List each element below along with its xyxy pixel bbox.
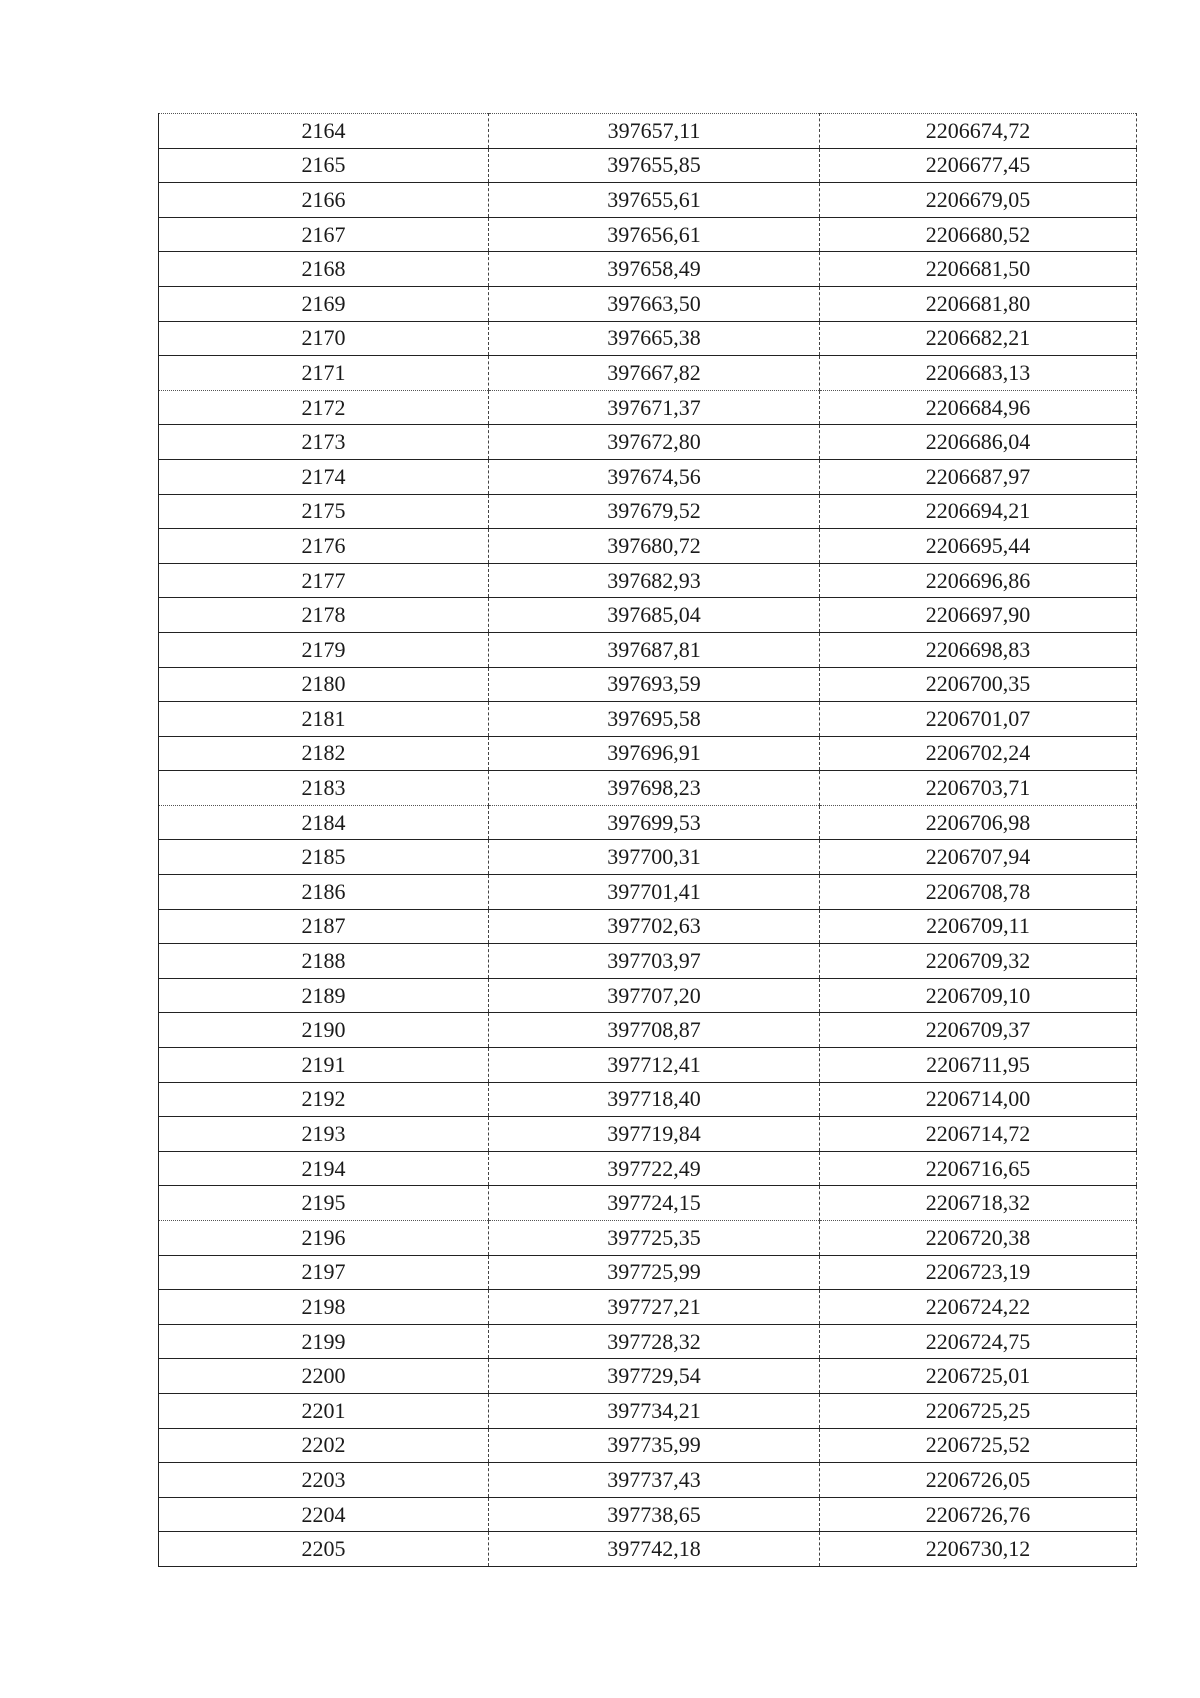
point-number-cell: 2181 [159,702,489,737]
y-coordinate-cell: 2206725,25 [820,1393,1137,1428]
table-row [159,321,1137,356]
y-coordinate-cell: 2206700,35 [820,667,1137,702]
x-coordinate-cell: 397657,11 [489,114,820,149]
table-row [159,148,1137,183]
x-coordinate-cell: 397672,80 [489,425,820,460]
point-number-cell: 2182 [159,736,489,771]
table-row [159,598,1137,633]
point-number-cell: 2197 [159,1255,489,1290]
point-number-cell: 2166 [159,183,489,218]
point-number-cell: 2178 [159,598,489,633]
point-number-cell: 2175 [159,494,489,529]
point-number-cell: 2203 [159,1463,489,1498]
y-coordinate-cell: 2206698,83 [820,632,1137,667]
x-coordinate-cell: 397667,82 [489,356,820,391]
point-number-cell: 2176 [159,529,489,564]
point-number-cell: 2167 [159,217,489,252]
x-coordinate-cell: 397679,52 [489,494,820,529]
x-coordinate-cell: 397701,41 [489,875,820,910]
y-coordinate-cell: 2206708,78 [820,875,1137,910]
table-row [159,1255,1137,1290]
x-coordinate-cell: 397712,41 [489,1048,820,1083]
x-coordinate-cell: 397703,97 [489,944,820,979]
y-coordinate-cell: 2206695,44 [820,529,1137,564]
x-coordinate-cell: 397674,56 [489,459,820,494]
table-row [159,183,1137,218]
point-number-cell: 2195 [159,1186,489,1221]
table-row [159,667,1137,702]
y-coordinate-cell: 2206726,76 [820,1497,1137,1532]
table-row [159,563,1137,598]
y-coordinate-cell: 2206723,19 [820,1255,1137,1290]
table-row [159,909,1137,944]
x-coordinate-cell: 397719,84 [489,1117,820,1152]
y-coordinate-cell: 2206680,52 [820,217,1137,252]
y-coordinate-cell: 2206706,98 [820,805,1137,840]
point-number-cell: 2189 [159,978,489,1013]
y-coordinate-cell: 2206714,72 [820,1117,1137,1152]
x-coordinate-cell: 397727,21 [489,1290,820,1325]
point-number-cell: 2191 [159,1048,489,1083]
x-coordinate-cell: 397724,15 [489,1186,820,1221]
x-coordinate-cell: 397682,93 [489,563,820,598]
table-row [159,1117,1137,1152]
table-row [159,632,1137,667]
y-coordinate-cell: 2206725,52 [820,1428,1137,1463]
y-coordinate-cell: 2206677,45 [820,148,1137,183]
table-row [159,1221,1137,1256]
x-coordinate-cell: 397725,99 [489,1255,820,1290]
y-coordinate-cell: 2206716,65 [820,1151,1137,1186]
x-coordinate-cell: 397699,53 [489,805,820,840]
y-coordinate-cell: 2206709,10 [820,978,1137,1013]
table-row [159,459,1137,494]
table-row [159,494,1137,529]
x-coordinate-cell: 397680,72 [489,529,820,564]
table-row [159,1532,1137,1567]
x-coordinate-cell: 397735,99 [489,1428,820,1463]
table-row [159,1290,1137,1325]
y-coordinate-cell: 2206709,37 [820,1013,1137,1048]
y-coordinate-cell: 2206679,05 [820,183,1137,218]
x-coordinate-cell: 397737,43 [489,1463,820,1498]
x-coordinate-cell: 397734,21 [489,1393,820,1428]
x-coordinate-cell: 397655,85 [489,148,820,183]
table-row [159,114,1137,149]
y-coordinate-cell: 2206709,11 [820,909,1137,944]
point-number-cell: 2180 [159,667,489,702]
x-coordinate-cell: 397695,58 [489,702,820,737]
y-coordinate-cell: 2206697,90 [820,598,1137,633]
table-row [159,1151,1137,1186]
x-coordinate-cell: 397707,20 [489,978,820,1013]
point-number-cell: 2199 [159,1324,489,1359]
x-coordinate-cell: 397722,49 [489,1151,820,1186]
table-row [159,286,1137,321]
x-coordinate-cell: 397700,31 [489,840,820,875]
table-row [159,1013,1137,1048]
table-row [159,390,1137,425]
x-coordinate-cell: 397663,50 [489,286,820,321]
x-coordinate-cell: 397693,59 [489,667,820,702]
x-coordinate-cell: 397687,81 [489,632,820,667]
x-coordinate-cell: 397702,63 [489,909,820,944]
table-row [159,840,1137,875]
x-coordinate-cell: 397718,40 [489,1082,820,1117]
table-row [159,217,1137,252]
y-coordinate-cell: 2206702,24 [820,736,1137,771]
point-number-cell: 2198 [159,1290,489,1325]
x-coordinate-cell: 397655,61 [489,183,820,218]
y-coordinate-cell: 2206682,21 [820,321,1137,356]
table-row [159,529,1137,564]
y-coordinate-cell: 2206683,13 [820,356,1137,391]
point-number-cell: 2185 [159,840,489,875]
y-coordinate-cell: 2206681,50 [820,252,1137,287]
y-coordinate-cell: 2206714,00 [820,1082,1137,1117]
table-row [159,425,1137,460]
point-number-cell: 2177 [159,563,489,598]
y-coordinate-cell: 2206707,94 [820,840,1137,875]
table-row [159,1497,1137,1532]
x-coordinate-cell: 397742,18 [489,1532,820,1567]
y-coordinate-cell: 2206724,75 [820,1324,1137,1359]
table-row [159,252,1137,287]
table-row [159,1324,1137,1359]
point-number-cell: 2184 [159,805,489,840]
table-row [159,1186,1137,1221]
point-number-cell: 2170 [159,321,489,356]
y-coordinate-cell: 2206718,32 [820,1186,1137,1221]
point-number-cell: 2172 [159,390,489,425]
point-number-cell: 2188 [159,944,489,979]
x-coordinate-cell: 397685,04 [489,598,820,633]
y-coordinate-cell: 2206730,12 [820,1532,1137,1567]
table-row [159,978,1137,1013]
point-number-cell: 2187 [159,909,489,944]
y-coordinate-cell: 2206694,21 [820,494,1137,529]
y-coordinate-cell: 2206725,01 [820,1359,1137,1394]
y-coordinate-cell: 2206724,22 [820,1290,1137,1325]
point-number-cell: 2190 [159,1013,489,1048]
y-coordinate-cell: 2206720,38 [820,1221,1137,1256]
point-number-cell: 2196 [159,1221,489,1256]
x-coordinate-cell: 397665,38 [489,321,820,356]
point-number-cell: 2201 [159,1393,489,1428]
table-row [159,736,1137,771]
y-coordinate-cell: 2206686,04 [820,425,1137,460]
x-coordinate-cell: 397728,32 [489,1324,820,1359]
table-row [159,875,1137,910]
point-number-cell: 2205 [159,1532,489,1567]
x-coordinate-cell: 397725,35 [489,1221,820,1256]
point-number-cell: 2186 [159,875,489,910]
y-coordinate-cell: 2206696,86 [820,563,1137,598]
point-number-cell: 2168 [159,252,489,287]
point-number-cell: 2194 [159,1151,489,1186]
table-row [159,1359,1137,1394]
x-coordinate-cell: 397696,91 [489,736,820,771]
table-row [159,771,1137,806]
y-coordinate-cell: 2206726,05 [820,1463,1137,1498]
point-number-cell: 2192 [159,1082,489,1117]
point-number-cell: 2165 [159,148,489,183]
table-row [159,805,1137,840]
coordinates-table-body [159,114,1137,1567]
table-row [159,1048,1137,1083]
point-number-cell: 2174 [159,459,489,494]
table-row [159,1393,1137,1428]
y-coordinate-cell: 2206684,96 [820,390,1137,425]
x-coordinate-cell: 397738,65 [489,1497,820,1532]
table-row [159,944,1137,979]
table-row [159,356,1137,391]
x-coordinate-cell: 397698,23 [489,771,820,806]
x-coordinate-cell: 397656,61 [489,217,820,252]
x-coordinate-cell: 397708,87 [489,1013,820,1048]
point-number-cell: 2202 [159,1428,489,1463]
point-number-cell: 2171 [159,356,489,391]
y-coordinate-cell: 2206709,32 [820,944,1137,979]
point-number-cell: 2204 [159,1497,489,1532]
table-row [159,1463,1137,1498]
coordinates-table [158,113,1137,1567]
y-coordinate-cell: 2206681,80 [820,286,1137,321]
point-number-cell: 2164 [159,114,489,149]
point-number-cell: 2183 [159,771,489,806]
point-number-cell: 2193 [159,1117,489,1152]
y-coordinate-cell: 2206703,71 [820,771,1137,806]
point-number-cell: 2173 [159,425,489,460]
y-coordinate-cell: 2206687,97 [820,459,1137,494]
y-coordinate-cell: 2206711,95 [820,1048,1137,1083]
y-coordinate-cell: 2206701,07 [820,702,1137,737]
table-row [159,1082,1137,1117]
point-number-cell: 2179 [159,632,489,667]
x-coordinate-cell: 397658,49 [489,252,820,287]
point-number-cell: 2200 [159,1359,489,1394]
table-row [159,702,1137,737]
x-coordinate-cell: 397729,54 [489,1359,820,1394]
x-coordinate-cell: 397671,37 [489,390,820,425]
table-row [159,1428,1137,1463]
y-coordinate-cell: 2206674,72 [820,114,1137,149]
point-number-cell: 2169 [159,286,489,321]
